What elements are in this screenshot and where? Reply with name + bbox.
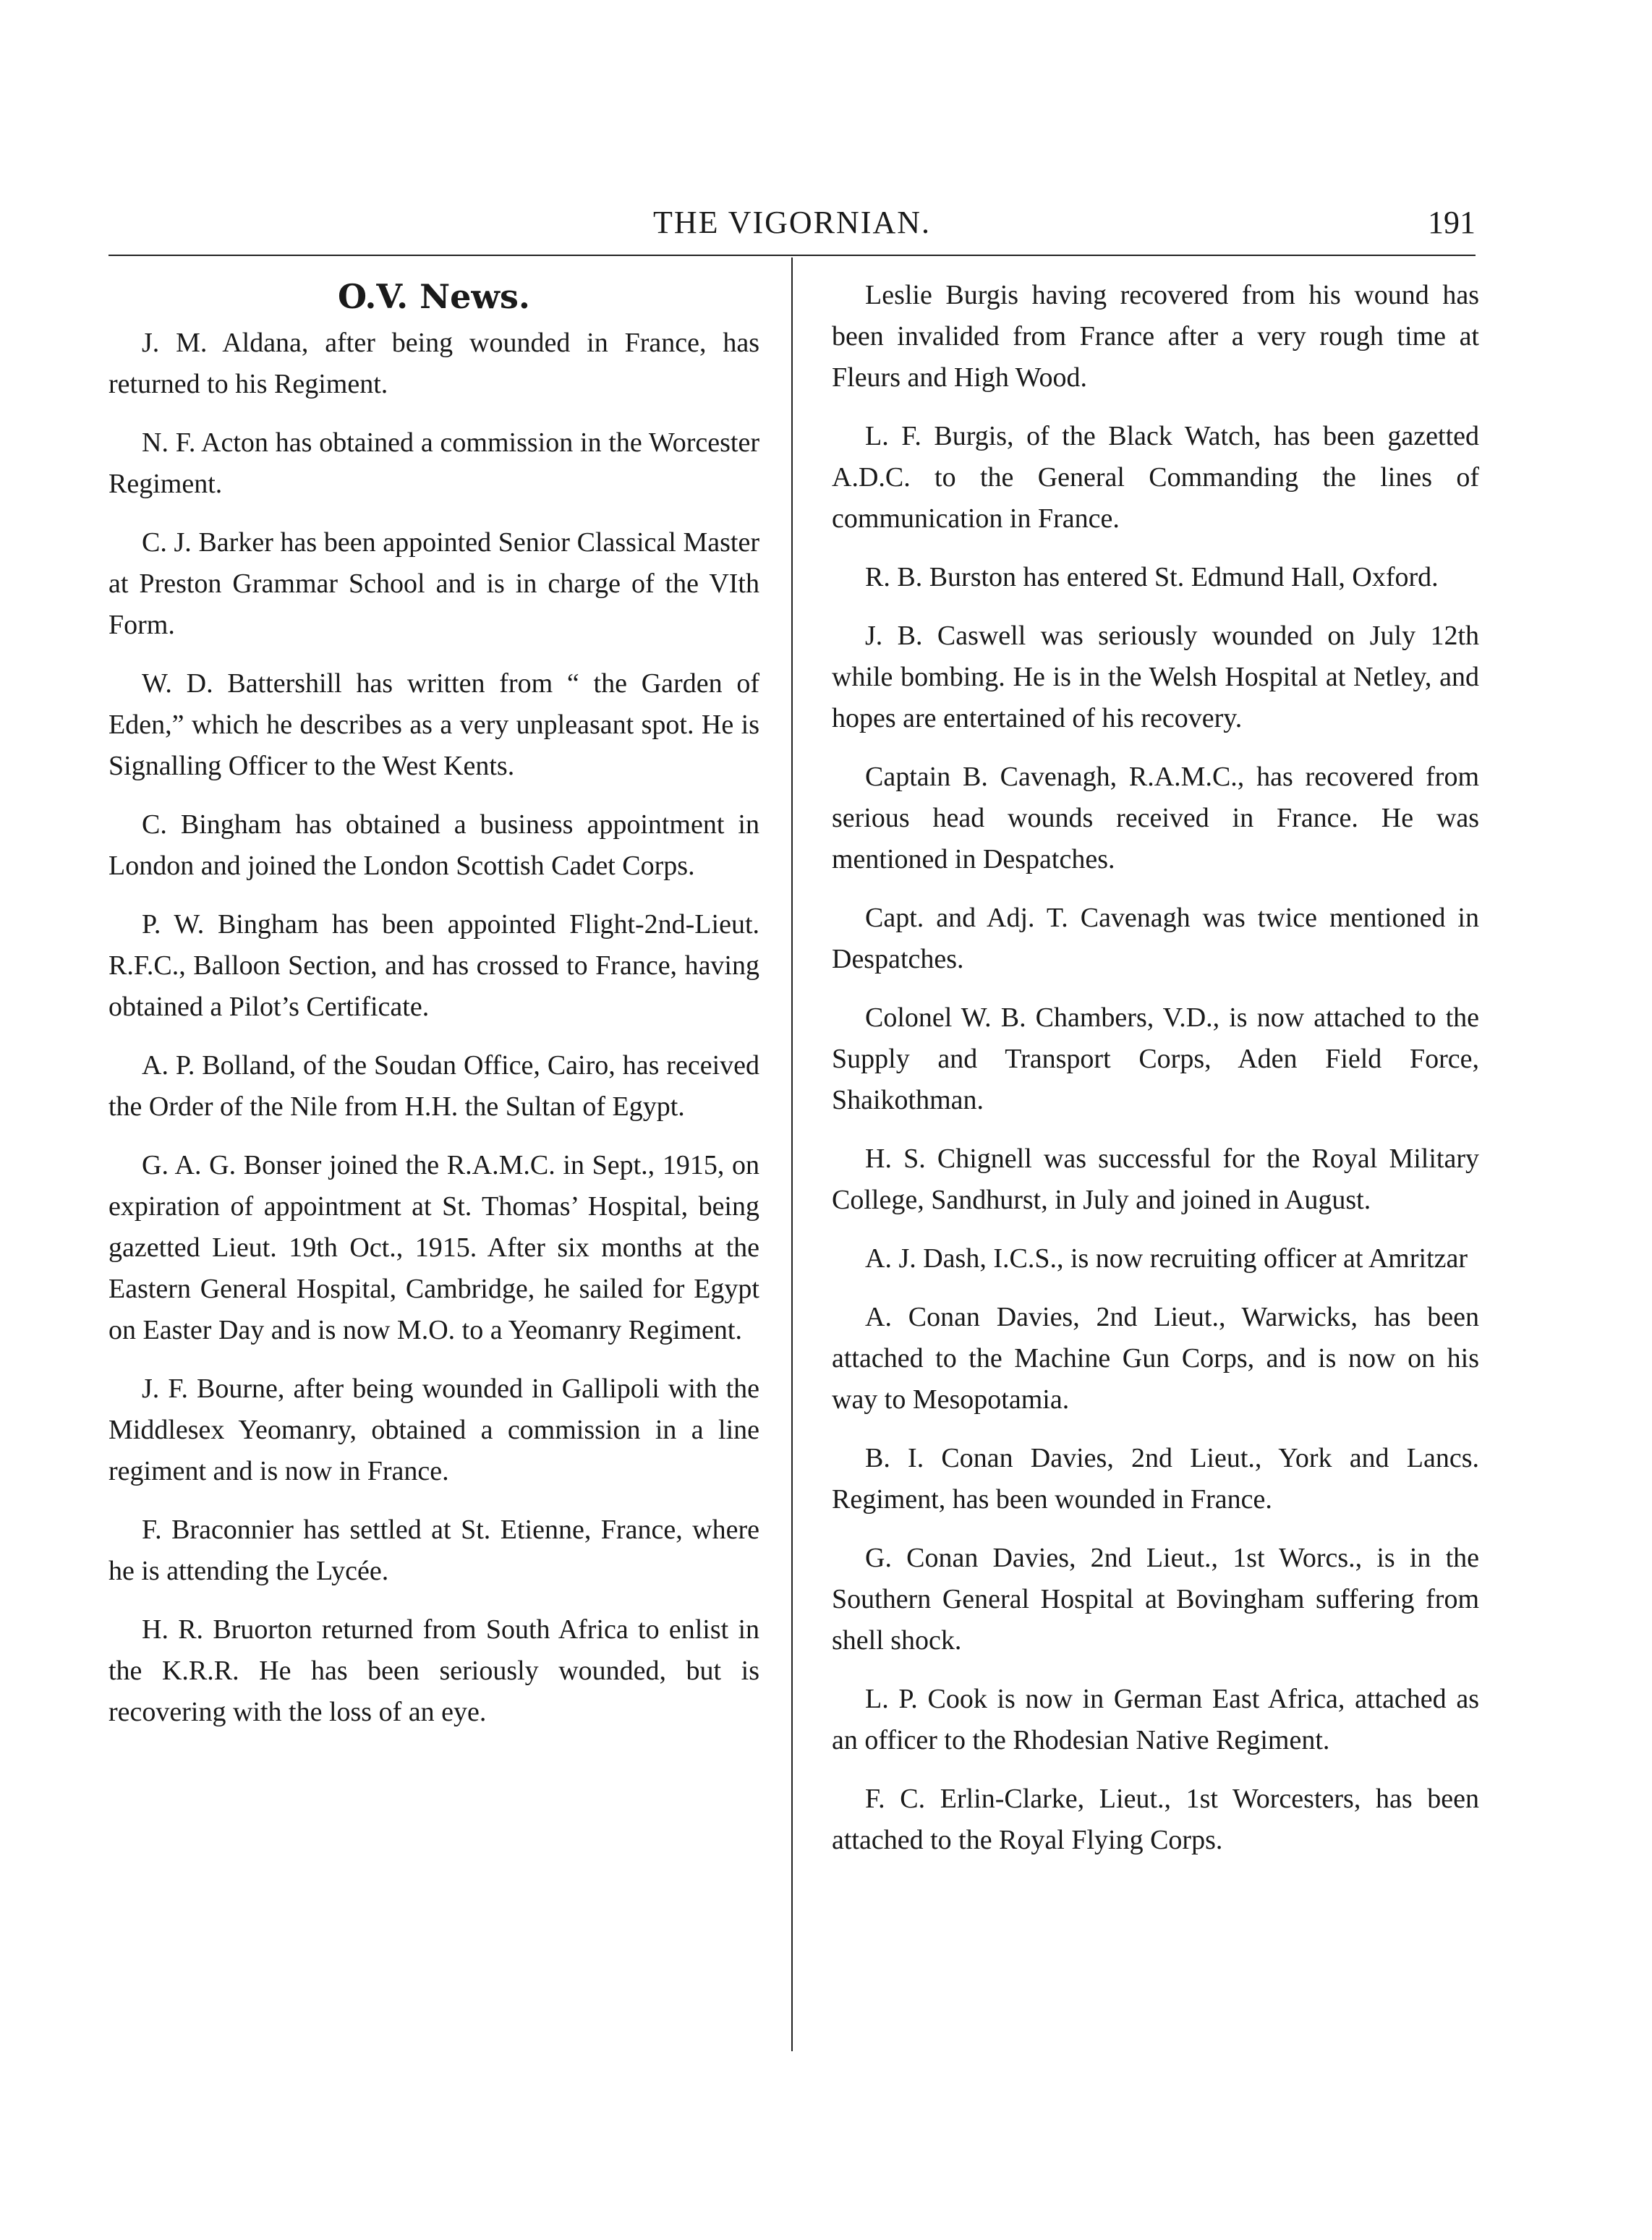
news-entry: Capt. and Adj. T. Cavenagh was twice mentioned in Despatches.: [832, 903, 1479, 974]
news-entry: W. D. Battershill has written from “ the Garden of Eden,” which he describes as a very unpleasant spot. He is Signalling Officer to the West Kents.: [108, 668, 759, 781]
news-entry: J. M. Aldana, after being wounded in France, has returned to his Regiment.: [108, 328, 759, 399]
news-entry: Colonel W. B. Chambers, V.D., is now attached to the Supply and Transport Corps, Aden Field Force, Shaikothman.: [832, 1002, 1479, 1115]
news-entry: L. F. Burgis, of the Black Watch, has been gazetted A.D.C. to the General Commanding the lines of communication in France.: [832, 421, 1479, 534]
news-entry: A. J. Dash, I.C.S., is now recruiting officer at Amritzar: [865, 1243, 1468, 1274]
news-entry: H. R. Bruorton returned from South Africa to enlist in the K.R.R. He has been seriously wounded, but is recovering with the loss of an eye.: [108, 1614, 759, 1727]
page-header: [108, 195, 1476, 253]
news-entry: C. Bingham has obtained a business appointment in London and joined the London Scottish Cadet Corps.: [108, 809, 759, 881]
news-entry: F. C. Erlin-Clarke, Lieut., 1st Worcesters, has been attached to the Royal Flying Corps.: [832, 1784, 1479, 1855]
news-entry: L. P. Cook is now in German East Africa, attached as an officer to the Rhodesian Native Regiment.: [832, 1684, 1479, 1755]
news-entry: F. Braconnier has settled at St. Etienne, France, where he is attending the Lycée.: [108, 1515, 759, 1586]
news-entry: G. A. G. Bonser joined the R.A.M.C. in Sept., 1915, on expiration of appointment at St. Thomas’ Hospital, being gazetted Lieut. 19th Oct., 1915. After six months at the Eastern General Hospital, Cambridge, he sailed for Egypt on Easter Day and is now M.O. to a Yeomanry Regiment.: [108, 1150, 759, 1345]
news-entry: A. P. Bolland, of the Soudan Office, Cairo, has received the Order of the Nile from H.H. the Sultan of Egypt.: [108, 1050, 759, 1122]
news-entry: N. F. Acton has obtained a commission in the Worcester Regiment.: [108, 427, 759, 499]
news-entry: C. J. Barker has been appointed Senior Classical Master at Preston Grammar School and is in charge of the VIth Form.: [108, 527, 759, 640]
news-entry: J. F. Bourne, after being wounded in Gallipoli with the Middlesex Yeomanry, obtained a commission in a line regiment and is now in France.: [108, 1374, 759, 1486]
news-entry: P. W. Bingham has been appointed Flight-2nd-Lieut. R.F.C., Balloon Section, and has crossed to France, having obtained a Pilot’s Certificate.: [108, 909, 759, 1022]
section-title: O.V. News.: [338, 277, 530, 316]
news-entry: J. B. Caswell was seriously wounded on July 12th while bombing. He is in the Welsh Hospital at Netley, and hopes are entertained of his recovery.: [832, 621, 1479, 733]
news-entry: A. Conan Davies, 2nd Lieut., Warwicks, has been attached to the Machine Gun Corps, and is now on his way to Mesopotamia.: [832, 1302, 1479, 1415]
left-column: [108, 275, 759, 1750]
news-entry: Leslie Burgis having recovered from his wound has been invalided from France after a very rough time at Fleurs and High Wood.: [832, 280, 1479, 393]
news-entry: Captain B. Cavenagh, R.A.M.C., has recovered from serious head wounds received in France. He was mentioned in Despatches.: [832, 762, 1479, 874]
news-entry: H. S. Chignell was successful for the Royal Military College, Sandhurst, in July and joined in August.: [832, 1144, 1479, 1215]
news-entry: G. Conan Davies, 2nd Lieut., 1st Worcs., is in the Southern General Hospital at Bovingham suffering from shell shock.: [832, 1543, 1479, 1656]
news-entry: B. I. Conan Davies, 2nd Lieut., York and Lancs. Regiment, has been wounded in France.: [832, 1443, 1479, 1515]
news-entry: R. B. Burston has entered St. Edmund Hall, Oxford.: [865, 562, 1439, 592]
page-number: 191: [1428, 205, 1476, 240]
header-rule: [108, 255, 1476, 256]
running-title: THE VIGORNIAN.: [652, 205, 932, 240]
right-column: [832, 275, 1479, 1878]
column-divider: [791, 257, 793, 2051]
